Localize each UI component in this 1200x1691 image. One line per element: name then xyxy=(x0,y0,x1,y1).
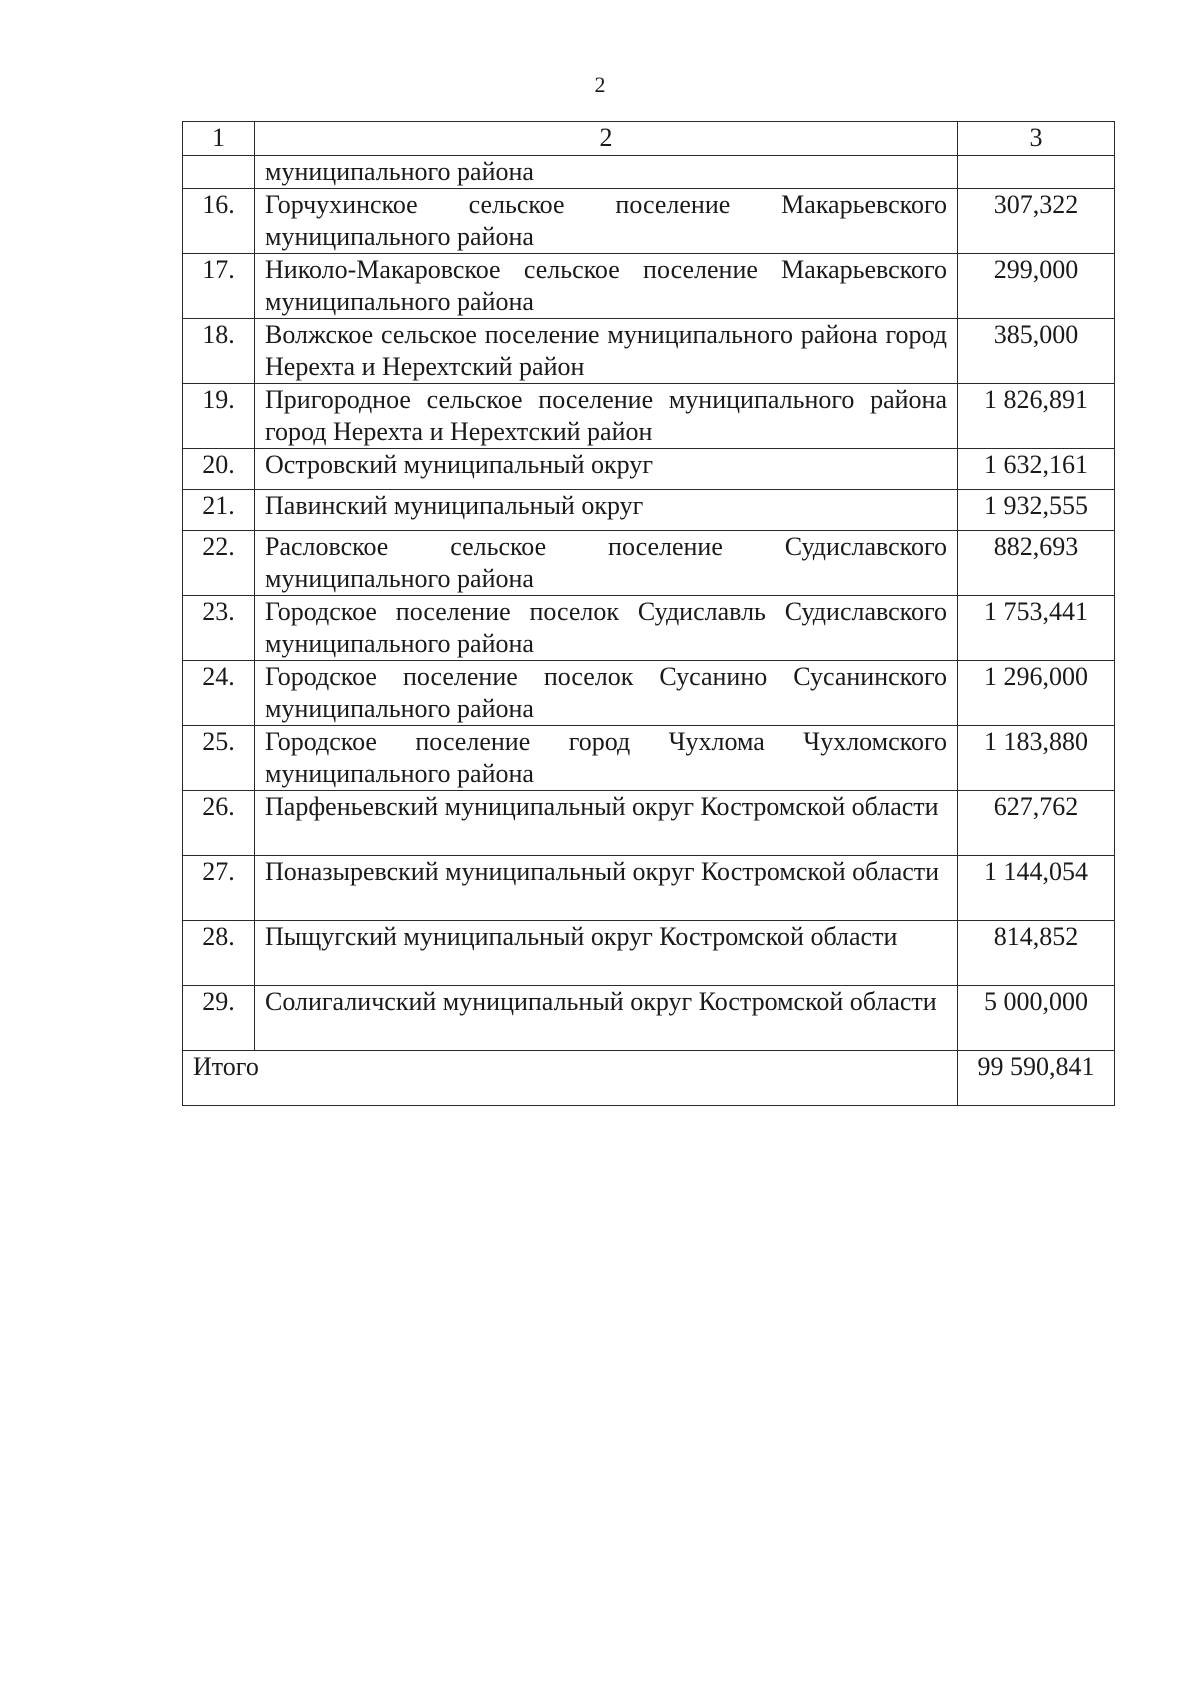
row-name: Солигаличский муниципальный округ Костромской области xyxy=(255,986,958,1051)
table-row xyxy=(183,986,1115,1051)
row-name: Павинский муниципальный округ xyxy=(255,490,958,531)
row-name: Расловское сельское поселение Судиславского муниципального района xyxy=(255,531,958,596)
row-value: 385,000 xyxy=(958,319,1115,384)
table-row xyxy=(183,319,1115,384)
row-number: 25. xyxy=(183,726,255,791)
row-name: муниципального района xyxy=(255,156,958,189)
row-number xyxy=(183,156,255,189)
table-row xyxy=(183,661,1115,726)
row-name: Волжское сельское поселение муниципального района город Нерехта и Нерехтский район xyxy=(255,319,958,384)
page-number: 2 xyxy=(594,72,606,97)
row-value: 1 296,000 xyxy=(958,661,1115,726)
row-name: Николо-Макаровское сельское поселение Макарьевского муниципального района xyxy=(255,254,958,319)
row-name: Пригородное сельское поселение муниципального района город Нерехта и Нерехтский район xyxy=(255,384,958,449)
table-row xyxy=(183,531,1115,596)
row-value: 814,852 xyxy=(958,921,1115,986)
row-number: 23. xyxy=(183,596,255,661)
table-row xyxy=(183,856,1115,921)
row-value: 1 826,891 xyxy=(958,384,1115,449)
row-number: 28. xyxy=(183,921,255,986)
row-name: Пыщугский муниципальный округ Костромской области xyxy=(255,921,958,986)
row-number: 22. xyxy=(183,531,255,596)
row-value xyxy=(958,156,1115,189)
row-value: 1 144,054 xyxy=(958,856,1115,921)
row-value: 1 183,880 xyxy=(958,726,1115,791)
row-value: 882,693 xyxy=(958,531,1115,596)
table-row xyxy=(183,791,1115,856)
row-number: 16. xyxy=(183,189,255,254)
row-number: 20. xyxy=(183,449,255,490)
total-row xyxy=(183,1051,1115,1106)
table-header-row xyxy=(183,122,1115,156)
row-number: 24. xyxy=(183,661,255,726)
row-value: 1 932,555 xyxy=(958,490,1115,531)
row-number: 18. xyxy=(183,319,255,384)
total-label: Итого xyxy=(183,1051,958,1106)
header-col-1: 1 xyxy=(183,122,255,156)
row-value: 1 632,161 xyxy=(958,449,1115,490)
row-number: 19. xyxy=(183,384,255,449)
row-value: 5 000,000 xyxy=(958,986,1115,1051)
continuation-row xyxy=(183,156,1115,189)
row-value: 307,322 xyxy=(958,189,1115,254)
row-name: Городское поселение поселок Судиславль Судиславского муниципального района xyxy=(255,596,958,661)
table-row xyxy=(183,254,1115,319)
table-row xyxy=(183,490,1115,531)
row-name: Парфеньевский муниципальный округ Костромской области xyxy=(255,791,958,856)
row-number: 17. xyxy=(183,254,255,319)
table-row xyxy=(183,726,1115,791)
table-row xyxy=(183,596,1115,661)
table-row xyxy=(183,921,1115,986)
row-name: Городское поселение город Чухлома Чухломского муниципального района xyxy=(255,726,958,791)
table-row xyxy=(183,449,1115,490)
row-name: Городское поселение поселок Сусанино Сусанинского муниципального района xyxy=(255,661,958,726)
row-name: Поназыревский муниципальный округ Костромской области xyxy=(255,856,958,921)
total-value: 99 590,841 xyxy=(958,1051,1115,1106)
row-value: 1 753,441 xyxy=(958,596,1115,661)
row-number: 26. xyxy=(183,791,255,856)
header-col-2: 2 xyxy=(255,122,958,156)
row-name: Горчухинское сельское поселение Макарьевского муниципального района xyxy=(255,189,958,254)
row-name: Островский муниципальный округ xyxy=(255,449,958,490)
table-row xyxy=(183,384,1115,449)
row-value: 299,000 xyxy=(958,254,1115,319)
table-body xyxy=(183,122,1115,1106)
row-number: 29. xyxy=(183,986,255,1051)
header-col-3: 3 xyxy=(958,122,1115,156)
row-number: 21. xyxy=(183,490,255,531)
row-number: 27. xyxy=(183,856,255,921)
table-row xyxy=(183,189,1115,254)
allocation-table xyxy=(182,121,1115,1106)
row-value: 627,762 xyxy=(958,791,1115,856)
